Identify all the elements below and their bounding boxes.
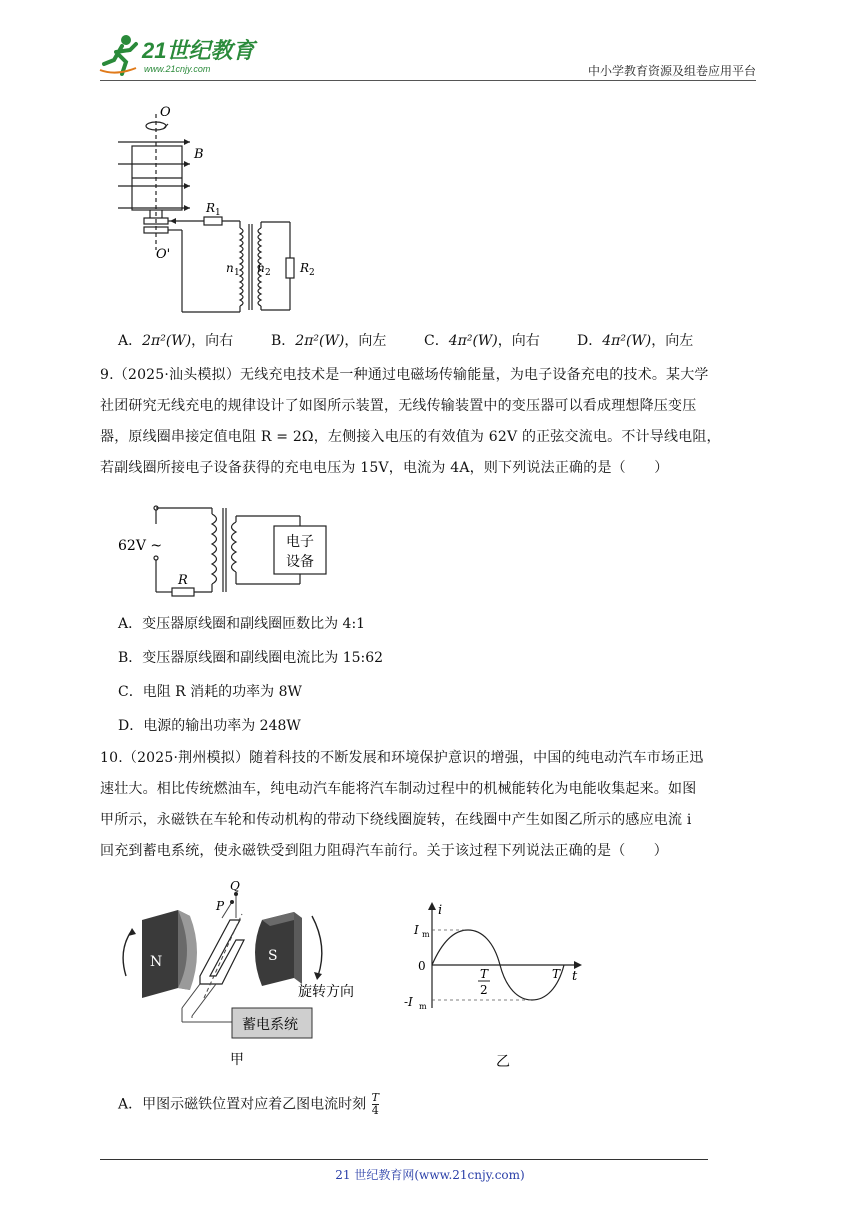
q10-stem-line-4: 回充到蓄电系统，使永磁铁受到阻力阻碍汽车前行。关于该过程下列说法正确的是（ ） [100, 843, 668, 859]
axis-bottom-label: O' [156, 247, 171, 262]
source-label: 62V ~ [118, 538, 163, 554]
point-q-label: Q [230, 880, 240, 893]
footer-link[interactable]: 21 世纪教育网(www.21cnjy.com) [335, 1168, 525, 1182]
q9-option-c[interactable]: C．电阻 R 消耗的功率为 8W [118, 684, 302, 700]
q10-stem-line-3: 甲所示，永磁铁在车轮和传动机构的带动下绕线圈旋转，在线圈中产生如图乙所示的感应电流 i [100, 812, 692, 828]
q10-stem-line-1: 10.（2025·荆州模拟）随着科技的不断发展和环境保护意识的增强，中国的纯电动汽车市场正迅 [100, 750, 704, 766]
q9-stem-line-1: 9.（2025·汕头模拟）无线充电技术是一种通过电磁场传输能量，为电子设备充电的技术。某大学 [100, 367, 709, 383]
fraction-denominator: 4 [371, 1104, 379, 1117]
s-pole-label: S [268, 948, 278, 964]
current-axis-label: i [438, 903, 443, 918]
q10-option-a-text: A．甲图示磁铁位置对应着乙图电流时刻 [118, 1096, 367, 1113]
neg-im-label: -I [404, 995, 413, 1009]
device-label-line-1: 电子 [286, 534, 314, 550]
im-label: I [414, 923, 419, 937]
field-label: B [194, 147, 204, 162]
q10-current-graph-yi [396, 900, 596, 1072]
header-divider [100, 80, 756, 81]
figure-yi-caption: 乙 [496, 1054, 510, 1070]
q8-option-a[interactable]: A．2π²(W)，向右 [118, 333, 234, 349]
platform-name: 中小学教育资源及组卷应用平台 [587, 64, 756, 78]
logo-url: www.21cnjy.com [144, 64, 211, 74]
origin-label: 0 [418, 959, 426, 973]
q9-stem-line-4: 若副线圈所接电子设备获得的充电电压为 15V，电流为 4A，则下列说法正确的是（ ） [100, 460, 669, 476]
fraction-numerator: T [371, 1091, 379, 1104]
q8-generator-diagram [112, 100, 332, 320]
q8-option-c[interactable]: C．4π²(W)，向右 [424, 333, 540, 349]
battery-system-label: 蓄电系统 [242, 1017, 298, 1033]
q10-stem-line-2: 速壮大。相比传统燃油车，纯电动汽车能将汽车制动过程中的机械能转化为电能收集起来。如图 [100, 781, 697, 797]
q9-option-b[interactable]: B．变压器原线圈和副线圈电流比为 15:62 [118, 650, 384, 666]
resistor-label: R [178, 573, 188, 588]
half-period-denominator: 2 [480, 983, 488, 997]
period-label: T [552, 967, 561, 981]
q9-stem-line-2: 社团研究无线充电的规律设计了如图所示装置，无线传输装置中的变压器可以看成理想降压变压 [100, 398, 697, 414]
r2-label: R [300, 261, 310, 275]
q8-options [118, 330, 730, 350]
n2-label: n [257, 261, 265, 275]
im-subscript: m [422, 930, 430, 939]
figure-jia-caption: 甲 [230, 1052, 244, 1068]
n1-label: n [226, 261, 234, 275]
axis-top-label: O [160, 105, 171, 120]
q9-option-a[interactable]: A．变压器原线圈和副线圈匝数比为 4:1 [118, 616, 366, 632]
q10-option-a[interactable] [118, 1092, 379, 1117]
q9-option-d[interactable]: D．电源的输出功率为 248W [118, 718, 301, 734]
q8-option-b[interactable]: B．2π²(W)，向左 [271, 333, 387, 349]
footer-divider [100, 1159, 708, 1160]
q9-stem-line-3: 器，原线圈串接定值电阻 R = 2Ω，左侧接入电压的有效值为 62V 的正弦交流电。不计导线电阻， [100, 429, 721, 445]
n-pole-label: N [150, 954, 163, 970]
q10-generator-figure-jia [112, 880, 372, 1070]
r1-label: R [206, 201, 216, 215]
runner-icon [100, 35, 136, 74]
time-axis-label: t [572, 969, 578, 984]
r1-subscript: 1 [215, 208, 221, 218]
half-period-numerator: T [480, 967, 489, 981]
logo-text: 21世纪教育 [142, 38, 255, 63]
n1-subscript: 1 [234, 268, 240, 278]
q9-wireless-charging-diagram [112, 498, 352, 602]
point-p-label: P [216, 899, 225, 913]
site-logo [96, 30, 266, 80]
rotation-direction-label: 旋转方向 [298, 984, 354, 1000]
q8-option-d[interactable]: D．4π²(W)，向左 [577, 333, 694, 349]
q10-option-a-fraction [372, 1092, 379, 1117]
neg-im-subscript: m [419, 1002, 427, 1011]
device-label-line-2: 设备 [286, 554, 314, 570]
r2-subscript: 2 [309, 268, 315, 278]
n2-subscript: 2 [265, 268, 271, 278]
